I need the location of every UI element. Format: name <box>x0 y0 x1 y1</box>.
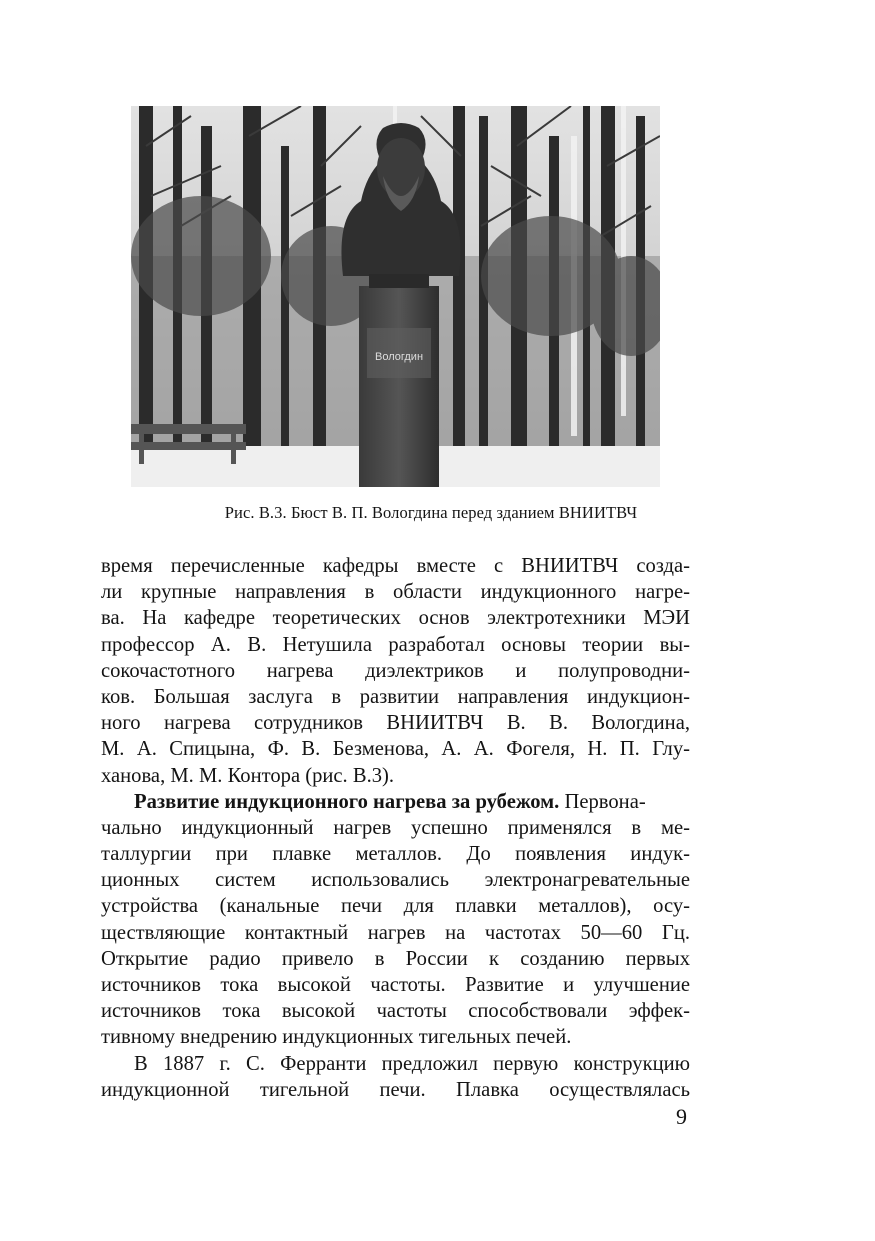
text-line: ли крупные направления в области индукционного нагре- <box>101 581 690 604</box>
paragraph-2 <box>101 789 690 1051</box>
text-run: Первона- <box>559 790 646 813</box>
text-line: ществляющие контактный нагрев на частотах 50—60 Гц. <box>101 921 690 944</box>
text-line: индукционной тигельной печи. Плавка осуществлялась <box>101 1078 690 1101</box>
text-line: ного нагрева сотрудников ВНИИТВЧ В. В. Вологдина, <box>101 712 690 735</box>
text-line: В 1887 г. С. Ферранти предложил первую конструкцию <box>134 1052 690 1075</box>
text-line: тивному внедрению индукционных тигельных печей. <box>101 1026 572 1049</box>
text-line: ханова, М. М. Контора (рис. В.3). <box>101 764 395 787</box>
text-line: источников тока высокой частоты. Развитие и улучшение <box>101 974 690 996</box>
text-line: ционных систем использовались электронагревательные <box>101 869 690 892</box>
text-line: время перечисленные кафедры вместе с ВНИИТВЧ созда- <box>101 555 690 577</box>
text-line: таллургии при плавке металлов. До появления индук- <box>101 843 690 866</box>
section-heading: Развитие индукционного нагрева за рубежом. <box>134 790 560 813</box>
text-line: ков. Большая заслуга в развитии направления индукцион- <box>101 685 690 708</box>
paragraph-1 <box>101 553 690 789</box>
plaque-text: Вологдин <box>374 351 424 363</box>
text-line: источников тока высокой частоты способствовали эффек- <box>101 1000 690 1023</box>
text-line: М. А. Спицына, Ф. В. Безменова, А. А. Фогеля, Н. П. Глу- <box>101 738 690 761</box>
figure-caption: Рис. В.3. Бюст В. П. Вологдина перед зданием ВНИИТВЧ <box>224 503 638 522</box>
text-line <box>101 789 690 815</box>
text-line: чально индукционный нагрев успешно применялся в ме- <box>101 816 690 839</box>
text-line: Открытие радио привело в России к созданию первых <box>101 947 690 970</box>
text-line: устройства (канальные печи для плавки металлов), осу- <box>101 895 690 918</box>
text-line: профессор А. В. Нетушила разработал основы теории вы- <box>101 633 690 656</box>
paragraph-3 <box>101 1051 690 1103</box>
text-line: ва. На кафедре теоретических основ электротехники МЭИ <box>101 607 690 630</box>
text-line: сокочастотного нагрева диэлектриков и полупроводни- <box>101 659 690 682</box>
page-number: 9 <box>676 1104 687 1129</box>
bust-monument-photo <box>131 106 660 487</box>
main-text <box>101 553 690 1103</box>
